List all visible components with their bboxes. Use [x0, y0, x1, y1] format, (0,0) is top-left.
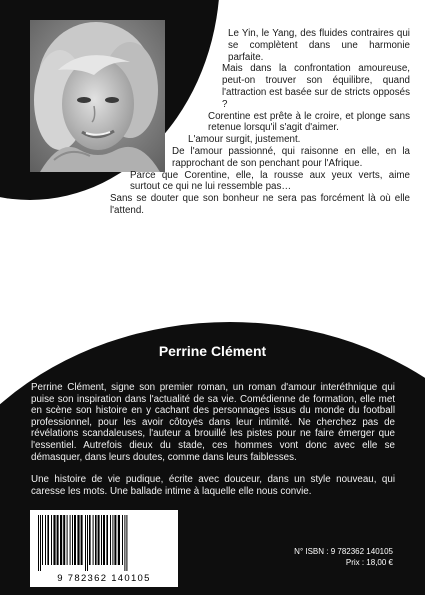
blurb-paragraph: Corentine est prête à le croire, et plonge sans retenue lorsqu'il s'agit d'aimer. [208, 110, 410, 134]
barcode-digits: 9 782362 140105 [57, 573, 151, 584]
blurb-paragraph: L'amour surgit, justement. [188, 134, 301, 146]
barcode-bars [36, 515, 172, 571]
blurb-paragraph: Mais dans la confrontation amoureuse, peut-on trouver son équilibre, quand l'attraction est basée sur de stricts opposés ? [222, 63, 410, 110]
blurb-paragraph: De l'amour passionné, qui raisonne en elle, en la rapprochant de son penchant pour l'Afrique. [172, 145, 410, 169]
author-bio [31, 382, 395, 497]
blurb-paragraph: Sans se douter que son bonheur ne sera pas forcément là où elle l'attend. [110, 193, 410, 216]
isbn-number: N° ISBN : 9 782362 140105 [294, 547, 393, 556]
author-name: Perrine Clément [158, 343, 267, 359]
bio-paragraph: Une histoire de vie pudique, écrite avec douceur, dans un style nouveau, qui caresse les mots. Une ballade intime à laquelle elle nous convie. [31, 474, 395, 497]
isbn-price-block [294, 546, 393, 568]
blurb-paragraph: Le Yin, le Yang, des fluides contraires qui se complètent dans une harmonie parfaite. [228, 28, 410, 63]
back-cover-blurb [110, 28, 410, 217]
blurb-paragraph: Parce que Corentine, elle, la rousse aux yeux verts, aime surtout ce qui ne lui ressemble pas… [130, 169, 410, 193]
isbn-barcode [30, 510, 178, 587]
price: Prix : 18,00 € [345, 558, 393, 567]
bio-paragraph: Perrine Clément, signe son premier roman, un roman d'amour interéthnique qui puise son inspiration dans l'actualité de sa vie. Comédienne de formation, elle met en scène son histoire en y cachant des personnages issus du monde du football professionnel, pour les avoir côtoyés dans leur intimité. Ne cherchez pas de révélations scandaleuses, l'auteur a brouillé les pistes pour ne faire émerger que l'essentiel. Autrefois dieux du stade, ces hommes vont donc avec elle se démasquer, dans leurs doutes, comme dans leurs faiblesses. [31, 382, 395, 463]
